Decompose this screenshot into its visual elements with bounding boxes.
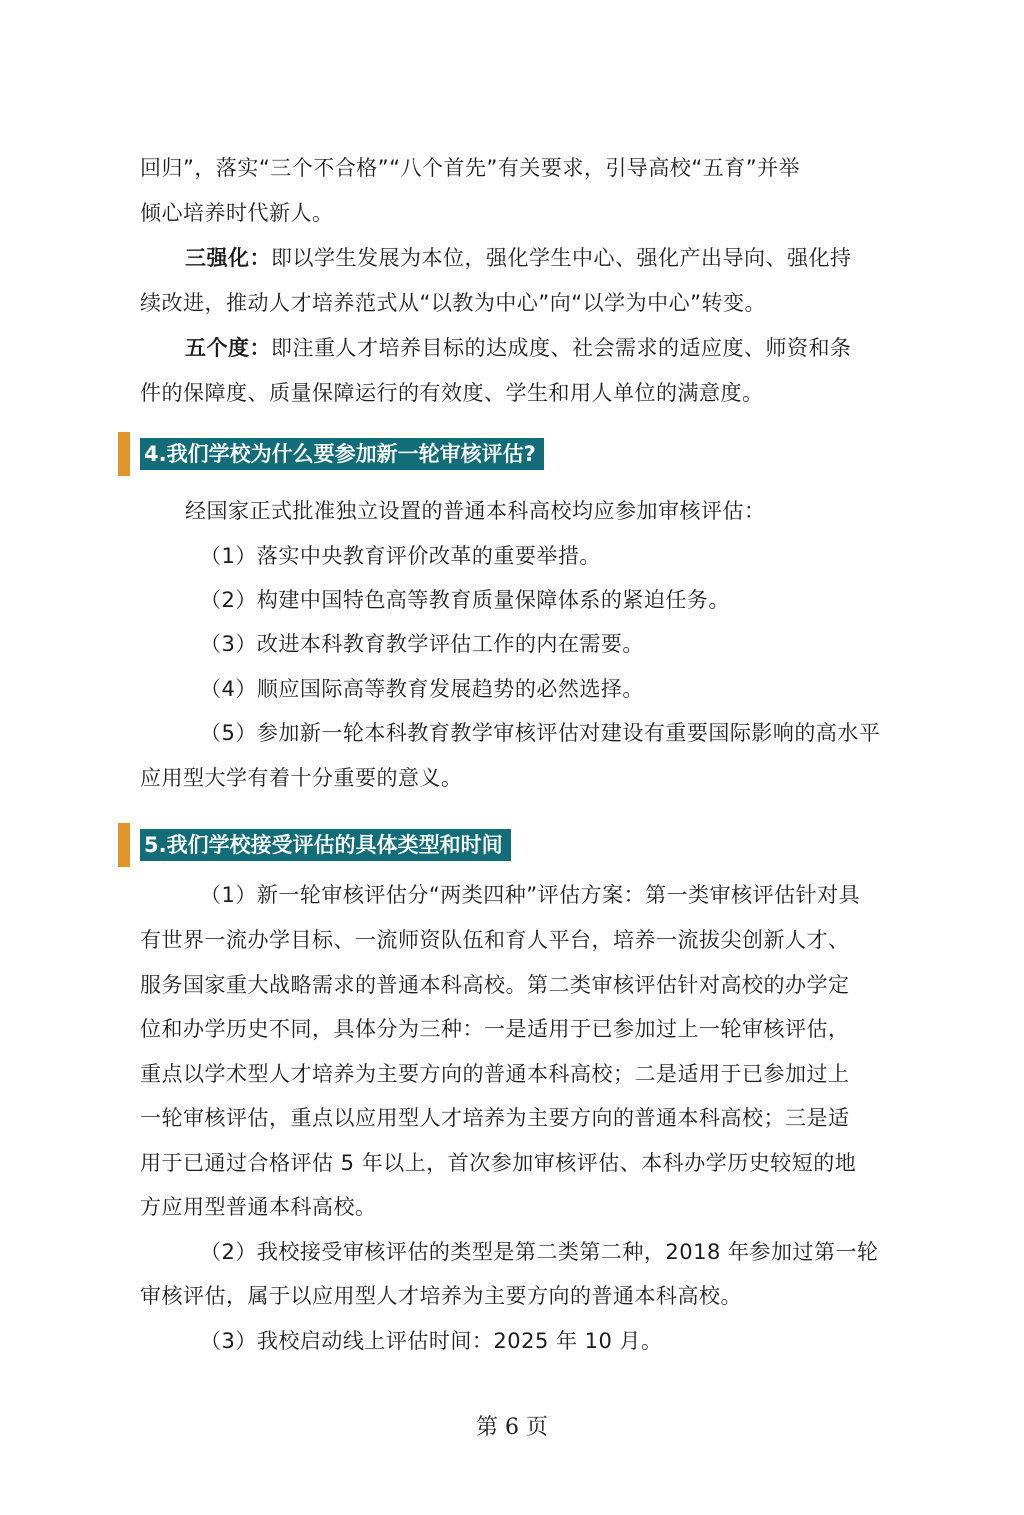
term-three-strengthen: 三强化： [185,246,271,270]
list-item: （3）改进本科教育教学评估工作的内在需要。 [200,632,644,656]
paragraph-line: （3）我校启动线上评估时间：2025 年 10 月。 [200,1329,663,1353]
section-heading-5 [118,823,511,867]
heading-accent-bar [118,823,130,867]
paragraph-line: （1）新一轮审核评估分“两类四种”评估方案：第一类审核评估针对具 [200,883,861,907]
list-item: （5）参加新一轮本科教育教学审核评估对建设有重要国际影响的高水平 [200,721,881,745]
list-item: （1）落实中央教育评价改革的重要举措。 [200,544,601,568]
paragraph-line: 服务国家重大战略需求的普通本科高校。第二类审核评估针对高校的办学定 [140,973,850,997]
paragraph-line: 审核评估，属于以应用型人才培养为主要方向的普通本科高校。 [140,1284,742,1308]
paragraph-text: 即注重人才培养目标的达成度、社会需求的适应度、师资和条 [271,336,852,360]
paragraph-line: 重点以学术型人才培养为主要方向的普通本科高校；二是适用于已参加过上 [140,1062,850,1086]
paragraph-line: 用于已通过合格评估 5 年以上，首次参加审核评估、本科办学历史较短的地 [140,1151,857,1175]
paragraph-line: 回归”，落实“三个不合格”“八个首先”有关要求，引导高校“五育”并举 [140,156,801,180]
paragraph-line: 应用型大学有着十分重要的意义。 [140,766,463,790]
paragraph-line: 倾心培养时代新人。 [140,201,334,225]
list-item: （4）顺应国际高等教育发展趋势的必然选择。 [200,677,644,701]
section-title: 5.我们学校接受评估的具体类型和时间 [140,829,511,861]
paragraph-three-strengthen [185,243,852,273]
paragraph-five-degrees [185,333,852,363]
paragraph-line: （2）我校接受审核评估的类型是第二类第二种，2018 年参加过第一轮 [200,1240,879,1264]
paragraph-line: 方应用型普通本科高校。 [140,1195,377,1219]
paragraph-line: 续改进，推动人才培养范式从“以教为中心”向“以学为中心”转变。 [140,291,767,315]
paragraph-line: 位和办学历史不同，具体分为三种：一是适用于已参加过上一轮审核评估， [140,1017,850,1041]
paragraph-line: 一轮审核评估，重点以应用型人才培养为主要方向的普通本科高校；三是适 [140,1106,850,1130]
paragraph-text: 即以学生发展为本位，强化学生中心、强化产出导向、强化持 [271,246,852,270]
section-title: 4.我们学校为什么要参加新一轮审核评估? [140,438,544,470]
section4-lead: 经国家正式批准独立设置的普通本科高校均应参加审核评估： [185,499,766,523]
paragraph-line: 件的保障度、质量保障运行的有效度、学生和用人单位的满意度。 [140,381,764,405]
list-item: （2）构建中国特色高等教育质量保障体系的紧迫任务。 [200,588,730,612]
term-five-degrees: 五个度： [185,336,271,360]
page-number: 第 6 页 [476,1415,548,1440]
paragraph-line: 有世界一流办学目标、一流师资队伍和育人平台，培养一流拔尖创新人才、 [140,928,850,952]
section-heading-4 [118,432,544,476]
heading-accent-bar [118,432,130,476]
